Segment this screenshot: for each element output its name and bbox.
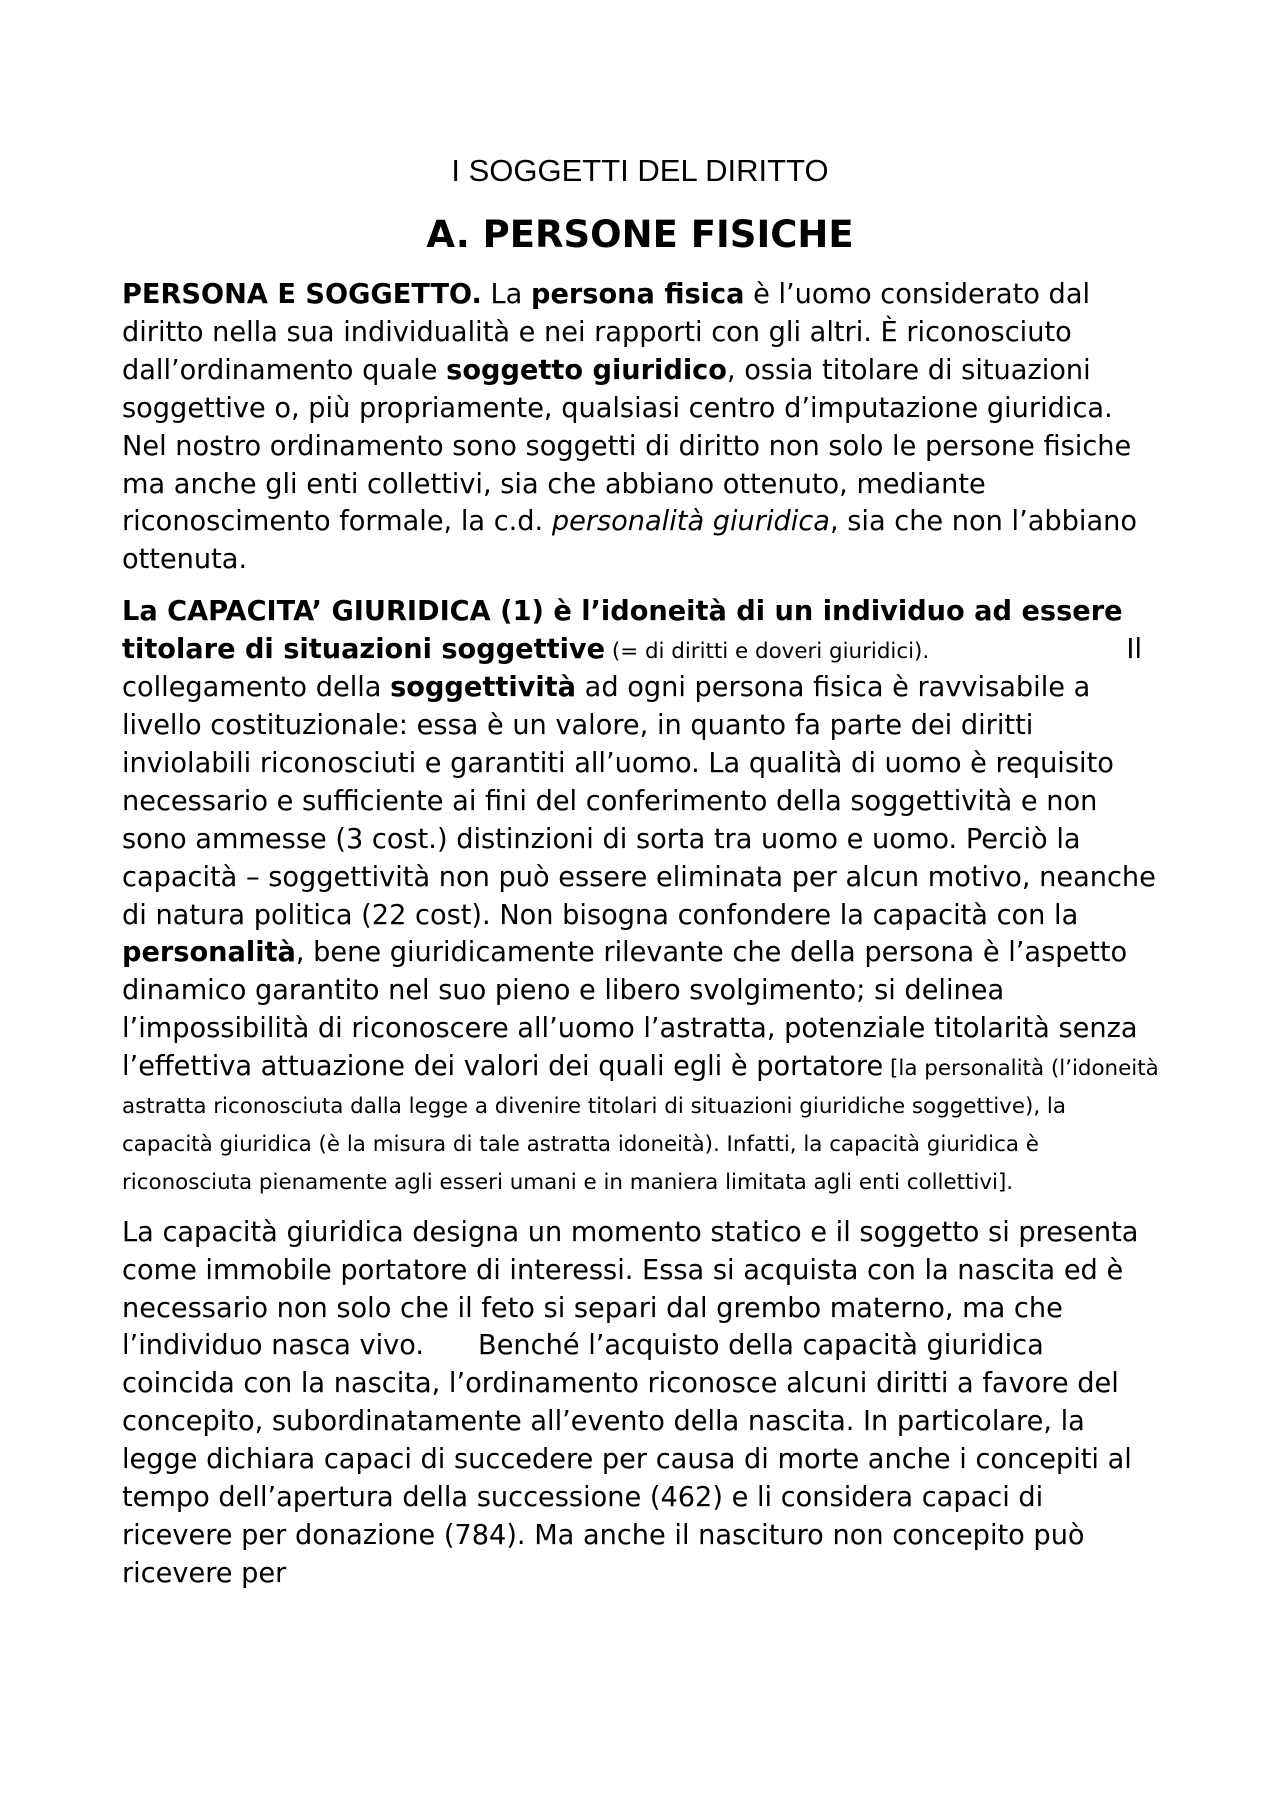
italic-term: personalità giuridica — [551, 506, 830, 538]
bold-term: personalità — [122, 937, 296, 969]
small-note: [la personalità (l’idoneità astratta riconosciuta dalla legge a divenire titolari di situazioni giuridiche soggettive), la capacità giuridica (è la misura di tale astratta idoneità). Infatti, la capacità giuridica è riconosciuta pienamente agli esseri umani e in maniera limitata agli enti collettivi]. — [122, 1056, 1159, 1195]
text-run: collegamento della — [122, 672, 391, 704]
bold-definition: La CAPACITA’ GIURIDICA (1) è l’idoneità di un individuo ad essere titolare di situazioni soggettive — [122, 596, 1123, 666]
document-title: I SOGGETTI DEL DIRITTO — [451, 153, 829, 188]
text-run: Benché l’acquisto della capacità giuridica coincida con la nascita, l’ordinamento riconosce alcuni diritti a favore del concepito, subordinatamente all’evento della nascita. In particolare, la legge dichiara capaci di succedere per causa di morte anche i concepiti al tempo dell’apertura della successione (462) e li considera capaci di ricevere per donazione (784). Ma anche il nascituro non concepito può ricevere per — [122, 1330, 1132, 1589]
document-body — [122, 276, 1162, 1593]
bold-term: soggettività — [390, 672, 577, 704]
text-run: , sia che non l’abbiano ottenuta. — [122, 506, 1137, 576]
bold-term: soggetto giuridico — [446, 354, 727, 386]
text-run: La — [481, 279, 531, 310]
paragraph-persona-soggetto — [122, 276, 1162, 579]
bold-term: persona fisica — [530, 279, 745, 310]
paragraph-capacita-giuridica — [122, 593, 1162, 1200]
text-run: Il — [1126, 634, 1142, 666]
text-run: , ossia titolare di situazioni soggettive o, più propriamente, qualsiasi centro d’imputazione giuridica. Nel nostro ordinamento sono soggetti di diritto non solo le persone fisiche ma anche gli enti collettivi, sia che abbiano ottenuto, mediante riconoscimento formale, la c.d. — [122, 354, 1132, 538]
text-run: La capacità giuridica designa un momento statico e il soggetto si presenta come immobile portatore di interessi. Essa si acquista con la nascita ed è necessario non solo che il feto si separi dal grembo materno, ma che l’individuo nasca vivo. — [122, 1216, 1139, 1362]
section-title: A. PERSONE FISICHE — [426, 213, 854, 256]
text-run: è l’uomo considerato dal diritto nella sua individualità e nei rapporti con gli altri. È riconosciuto dall’ordinamento quale — [122, 279, 1091, 386]
text-run: ad ogni persona fisica è ravvisabile a livello costituzionale: essa è un valore, in quanto fa parte dei diritti inviolabili riconosciuti e garantiti all’uomo. La qualità di uomo è requisito necessario e sufficiente ai fini del conferimento della soggettività e non sono ammesse (3 cost.) distinzioni di sorta tra uomo e uomo. Perciò la capacità – soggettività non può essere eliminata per alcun motivo, neanche di natura politica (22 cost). Non bisogna confondere la capacità con la — [122, 672, 1156, 931]
small-note: (= di diritti e doveri giuridici). — [605, 639, 930, 665]
text-run: , bene giuridicamente rilevante che della persona è l’aspetto dinamico garantito nel suo pieno e libero svolgimento; si delinea l’impossibilità di riconoscere all’uomo l’astratta, potenziale titolarità senza l’effettiva attuazione dei valori dei quali egli è portatore — [122, 937, 1138, 1083]
paragraph-heading: PERSONA E SOGGETTO. — [122, 279, 482, 310]
paragraph-nascita — [122, 1214, 1162, 1593]
